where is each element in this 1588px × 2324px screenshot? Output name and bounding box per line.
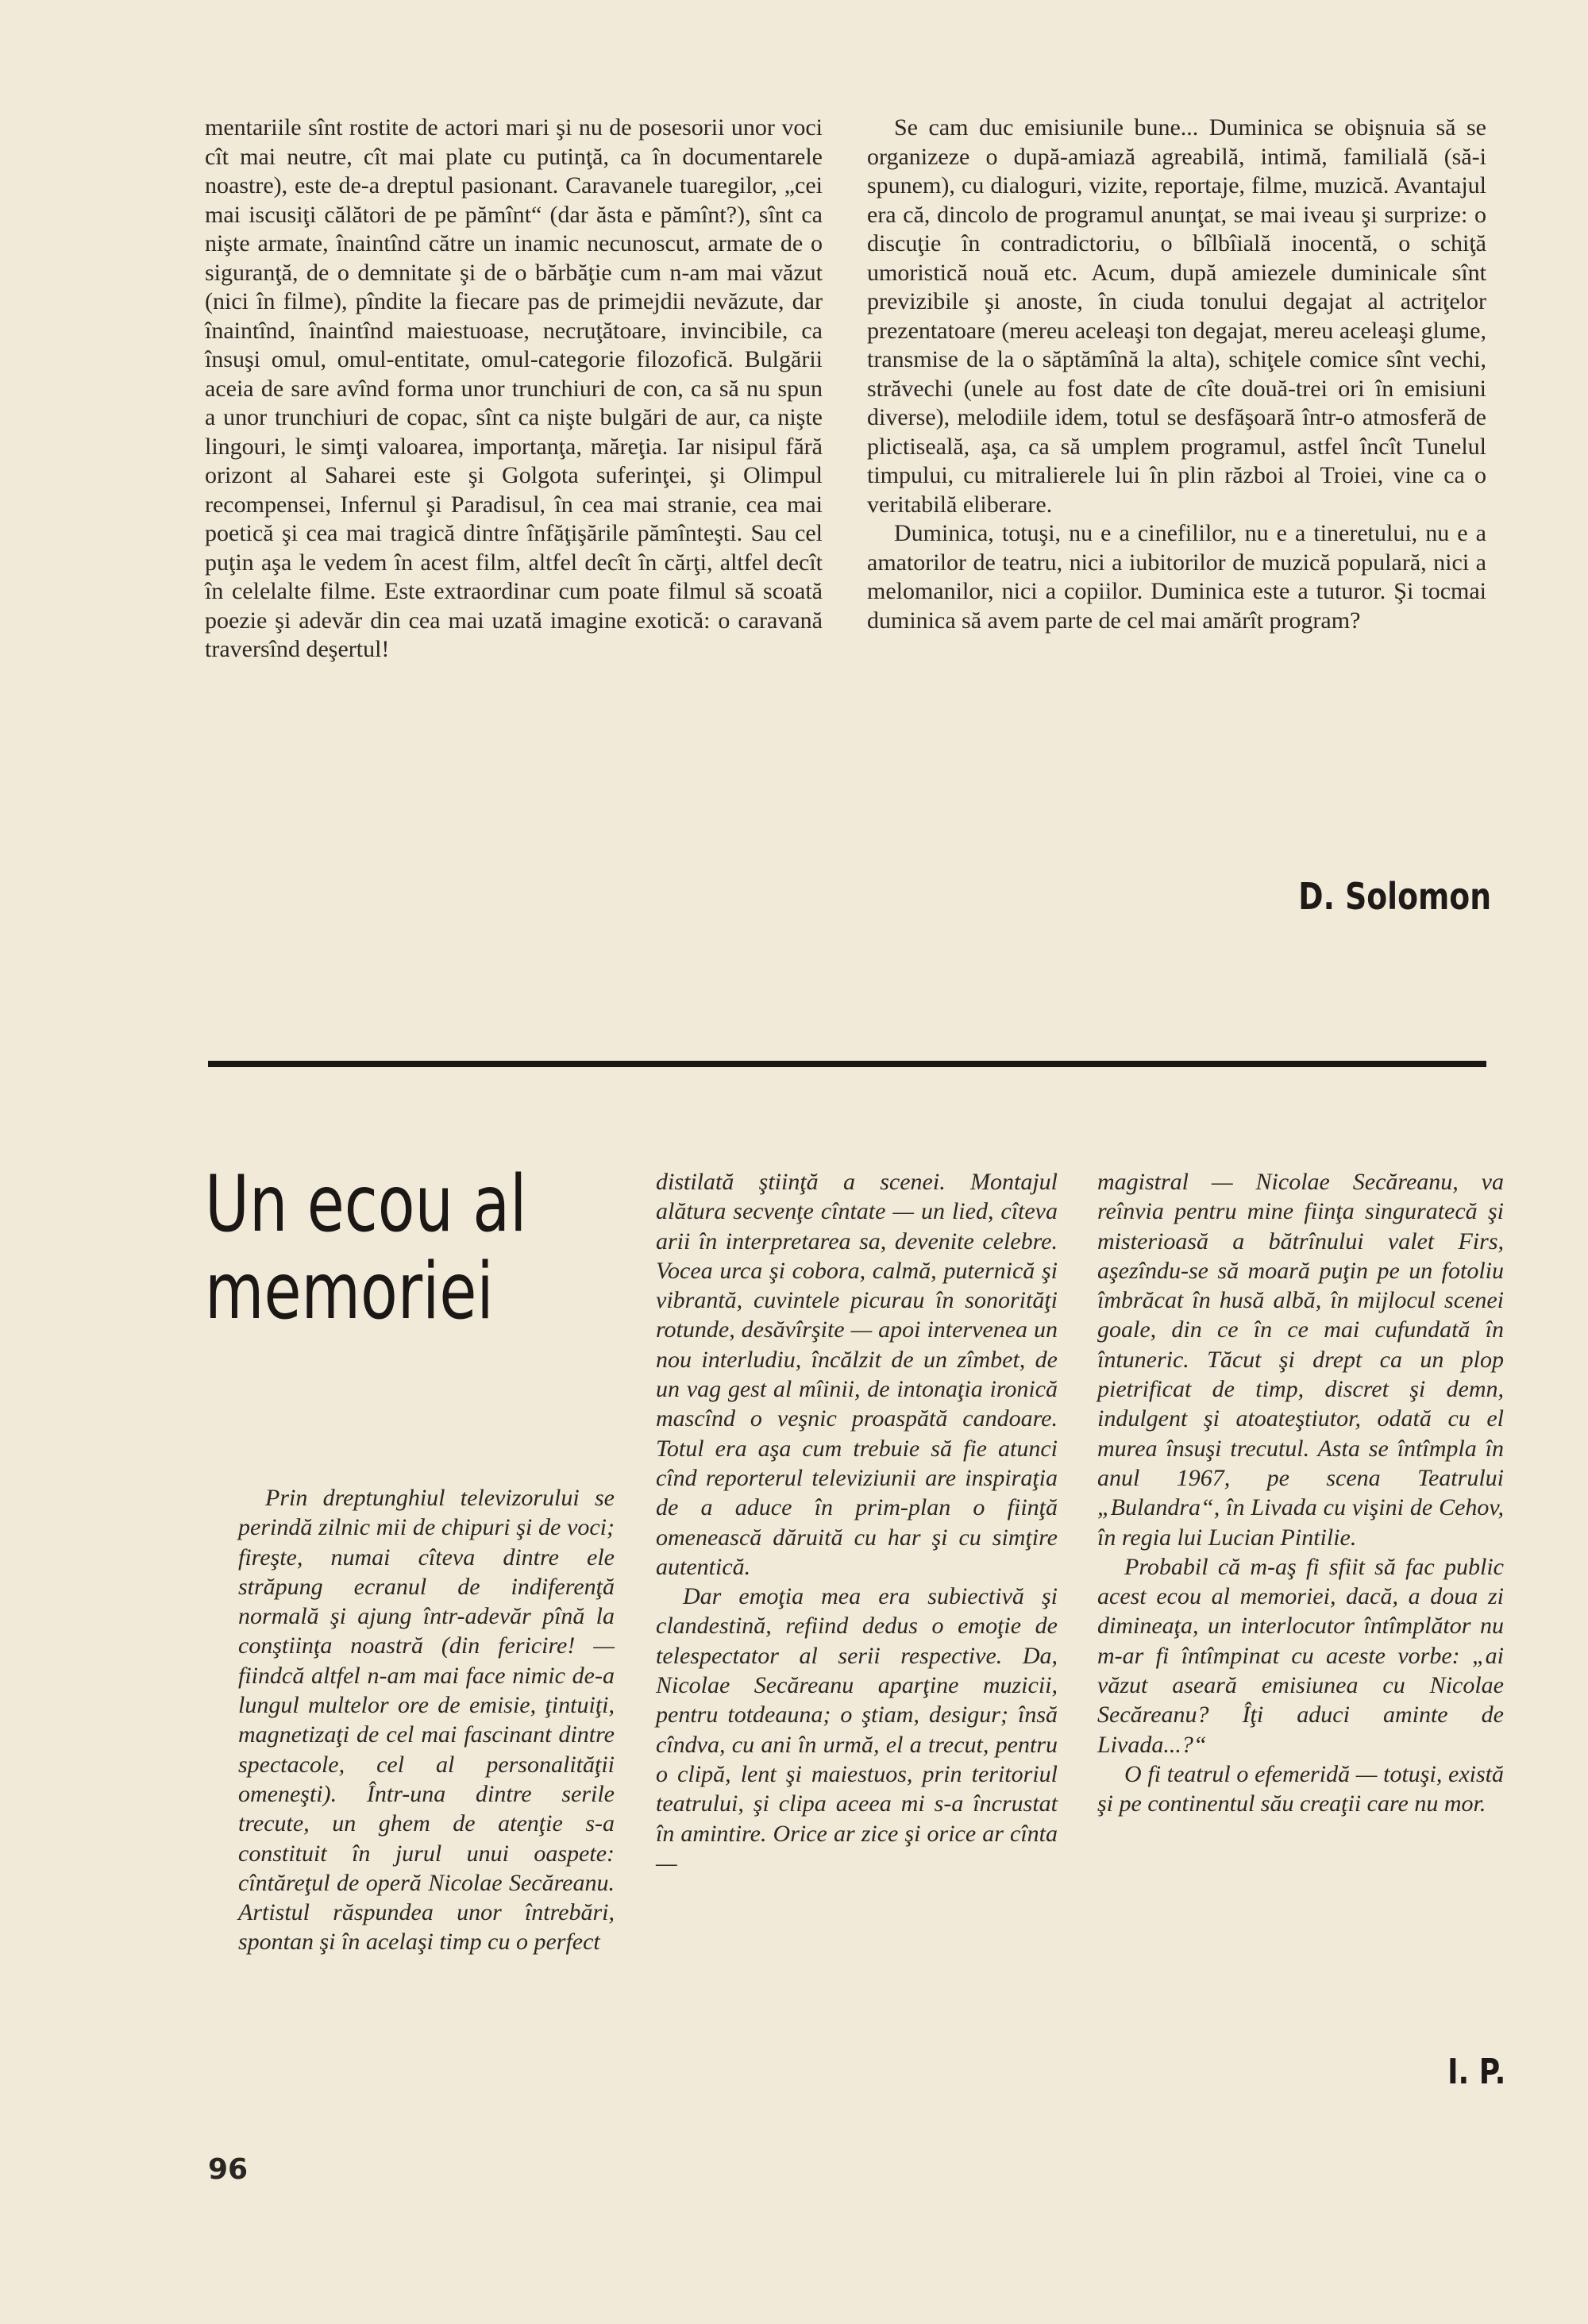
page-number: 96 xyxy=(208,2153,249,2186)
article-title-line: Un ecou al xyxy=(205,1159,527,1250)
bottom-article-paragraph: distilată ştiinţă a scenei. Montajul alătura secvenţe cîntate — un lied, cîteva arii în interpretarea sa, devenite celebre. Vocea urca şi cobora, calmă, puternică şi vibrantă, cuvintele picurau în sonorităţi rotunde, desăvîrşite — apoi intervenea un nou interludiu, încălzit de un zîmbet, de un vag gest al mîinii, de intonaţia ironică mascînd o veşnic proaspătă candoare. Totul era aşa cum trebuie să fie atunci cînd reporterul televiziunii are inspiraţia de a aduce în prim-plan o fiinţă omenească dăruită cu har şi cu simţire autentică. xyxy=(656,1169,1058,1580)
bottom-article-paragraph: magistral — Nicolae Secăreanu, va reînvia pentru mine fiinţa singuratecă şi misterioasă a bătrînului valet Firs, aşezîndu-se să moară puţin pe un fotoliu îmbrăcat în husă albă, în mijlocul scenei goale, din ce în ce mai cufundată în întuneric. Tăcut şi drept ca un plop pietrificat de timp, discret şi demn, indulgent şi atoateştiutor, odată cu el murea însuşi trecutul. Asta se întîmpla în anul 1967, pe scena Teatrului „Bulandra“, în Livada cu vişini de Cehov, în regia lui Lucian Pintilie. xyxy=(1097,1169,1504,1551)
bottom-article-paragraph: Prin dreptunghiul televizorului se perindă zilnic mii de chipuri şi de voci; fireşte, numai cîteva dintre ele străpung ecranul de indiferenţă normală şi ajung într-adevăr pînă la conştiinţa noastră (din fericire! — fiindcă altfel n-am mai face nimic de-a lungul multelor ore de emisie, ţintuiţi, magnetizaţi de cel mai fascinant dintre spectacole, cel al personalităţii omeneşti). Într-una dintre serile trecute, un ghem de atenţie s-a constituit în jurul unui oaspete: cîntăreţul de operă Nicolae Secăreanu. Artistul răspundea unor întrebări, spontan şi în acelaşi timp cu o perfect xyxy=(238,1485,615,1956)
bottom-article-paragraph: O fi teatrul o efemeridă — totuşi, există şi pe continentul său creaţii care nu mor. xyxy=(1097,1760,1504,1817)
top-article-signature: D. Solomon xyxy=(1298,875,1491,918)
bottom-article-paragraph: Dar emoţia mea era subiectivă şi clandestină, refiind dedus o emoţie de telespectator al serii respective. Da, Nicolae Secăreanu aparţine muzicii, pentru totdeauna; o ştiam, desigur; însă cîndva, cu ani în urmă, el a trecut, pentru o clipă, lent şi maiestuos, prin teritoriul teatrului, şi clipa aceea mi s-a încrustat în amintire. Orice ar zice şi orice ar cînta — xyxy=(656,1583,1058,1876)
bottom-article-column-middle xyxy=(656,1167,1058,1878)
section-divider xyxy=(208,1061,1486,1067)
bottom-article-paragraph: Probabil că m-aş fi sfiit să fac public acest ecou al memoriei, dacă, a doua zi dimineaţa, un interlocutor întîmplător nu m-ar fi întîmpinat cu aceste vorbe: „ai văzut aseară emisiunea cu Nicolae Secăreanu? Îţi aduci aminte de Livada...?“ xyxy=(1097,1553,1504,1758)
top-article-column-left xyxy=(205,114,823,665)
bottom-article-column-left xyxy=(238,1483,615,1957)
article-title xyxy=(205,1161,539,1335)
top-article-paragraph: Se cam duc emisiunile bune... Duminica se obişnuia să se organizeze o după-amiază agreabilă, intimă, familială (să-i spunem), cu dialoguri, vizite, reportaje, filme, muzică. Avantajul era că, dincolo de programul anunţat, se mai iveau şi surprize: o discuţie în contradictoriu, o bîlbîială inocentă, o schiţă umoristică nouă etc. Acum, după amiezele duminicale sînt previzibile şi anoste, în ciuda tonului degajat al actriţelor prezentatoare (mereu aceleaşi ton degajat, mereu aceleaşi glume, transmise de la o săptămînă la alta), schiţele comice sînt vechi, străvechi (unele au fost date de cîte două-trei ori în emisiuni diverse), melodiile idem, totul se desfăşoară într-o atmosferă de plictiseală, aşa, ca să umplem programul, astfel încît Tunelul timpului, cu mitralierele lui în plin război al Troiei, vine ca o veritabilă eliberare. xyxy=(867,114,1486,518)
top-article-paragraph: mentariile sînt rostite de actori mari şi nu de posesorii unor voci cît mai neutre, cît mai plate cu putinţă, ca în documentarele noastre), este de-a dreptul pasionant. Caravanele tuaregilor, „cei mai iscusiţi călători de pe pămînt“ (dar ăsta e pămînt?), sînt ca nişte armate, înaintînd către un inamic necunoscut, armate de o siguranţă, de o demnitate şi de o bărbăţie cum n-am mai văzut (nici în filme), pîndite la fiecare pas de primejdii nevăzute, dar înaintînd, înaintînd maiestuoase, necruţătoare, invincibile, ca însuşi omul, omul-entitate, omul-categorie filozofică. Bulgării aceia de sare avînd forma unor trunchiuri de con, ca să nu spun a unor trunchiuri de copac, sînt ca nişte bulgări de aur, ca nişte lingouri, le simţi valoarea, importanţa, măreţia. Iar nisipul fără orizont al Saharei este şi Golgota suferinţei, şi Olimpul recompensei, Infernul şi Paradisul, în cea mai stranie, cea mai poetică şi cea mai tragică dintre înfăţişările pămînteşti. Sau cel puţin aşa le vedem în acest film, altfel decît în cărţi, altfel decît în celelalte filme. Este extraordinar cum poate filmul să scoată poezie şi adevăr din cea mai uzată imagine exotică: o caravană traversînd deşertul! xyxy=(205,114,823,662)
bottom-article-column-right xyxy=(1097,1167,1504,1819)
top-article-paragraph: Duminica, totuşi, nu e a cinefililor, nu e a tineretului, nu e a amatorilor de teatru, nici a iubitorilor de muzică populară, nici a melomanilor, nici a copiilor. Duminica este a tuturor. Şi tocmai duminica să avem parte de cel mai amărît program? xyxy=(867,520,1486,634)
article-title-line: memoriei xyxy=(205,1247,494,1337)
top-article-column-right xyxy=(867,114,1486,635)
bottom-article-signature: I. P. xyxy=(1447,2052,1505,2092)
